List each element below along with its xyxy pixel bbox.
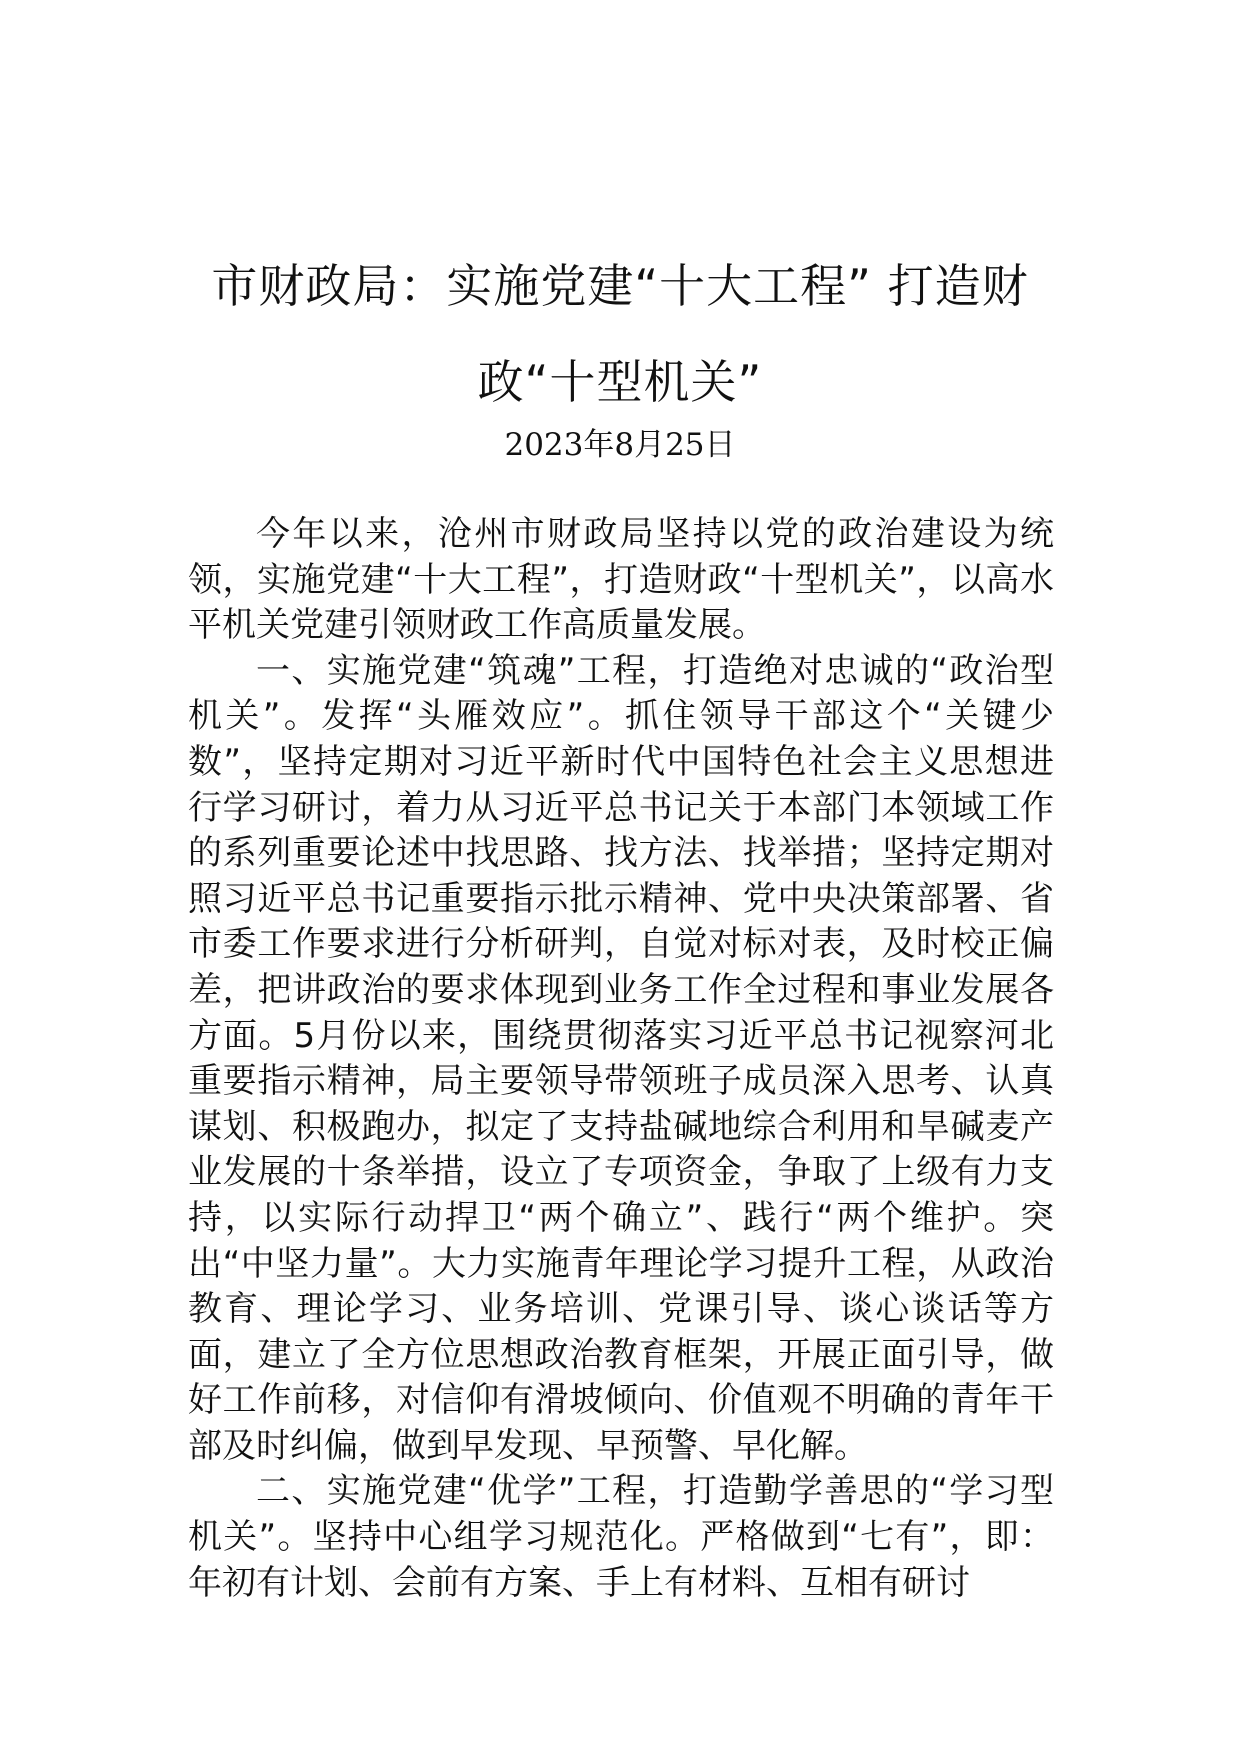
document-title: 市财政局：实施党建“十大工程” 打造财政“十型机关”: [211, 259, 1029, 409]
publish-date: 2023年8月25日: [504, 427, 736, 463]
paragraph-section-2: 二、实施党建“优学”工程，打造勤学善思的“学习型机关”。坚持中心组学习规范化。严格做到“七有”，即：年初有计划、会前有方案、手上有材料、互相有研讨: [188, 1471, 1054, 1603]
paragraph-section-1: 一、实施党建“筑魂”工程，打造绝对忠诚的“政治型机关”。发挥“头雁效应”。抓住领导干部这个“关键少数”，坚持定期对习近平新时代中国特色社会主义思想进行学习研讨，着力从习近平总书记关于本部门本领域工作的系列重要论述中找思路、找方法、找举措；坚持定期对照习近平总书记重要指示批示精神、党中央决策部署、省市委工作要求进行分析研判，自觉对标对表，及时校正偏差，把讲政治的要求体现到业务工作全过程和事业发展各方面。5月份以来，围绕贯彻落实习近平总书记视察河北重要指示精神，局主要领导带领班子成员深入思考、认真谋划、积极跑办，拟定了支持盐碱地综合利用和旱碱麦产业发展的十条举措，设立了专项资金，争取了上级有力支持，以实际行动捍卫“两个确立”、践行“两个维护。突出“中坚力量”。大力实施青年理论学习提升工程，从政治教育、理论学习、业务培训、党课引导、谈心谈话等方面，建立了全方位思想政治教育框架，开展正面引导，做好工作前移，对信仰有滑坡倾向、价值观不明确的青年干部及时纠偏，做到早发现、早预警、早化解。: [188, 650, 1054, 1466]
paragraph-intro: 今年以来，沧州市财政局坚持以党的政治建设为统领，实施党建“十大工程”，打造财政“十型机关”，以高水平机关党建引领财政工作高质量发展。: [188, 514, 1054, 646]
document-body: [188, 512, 1054, 1606]
